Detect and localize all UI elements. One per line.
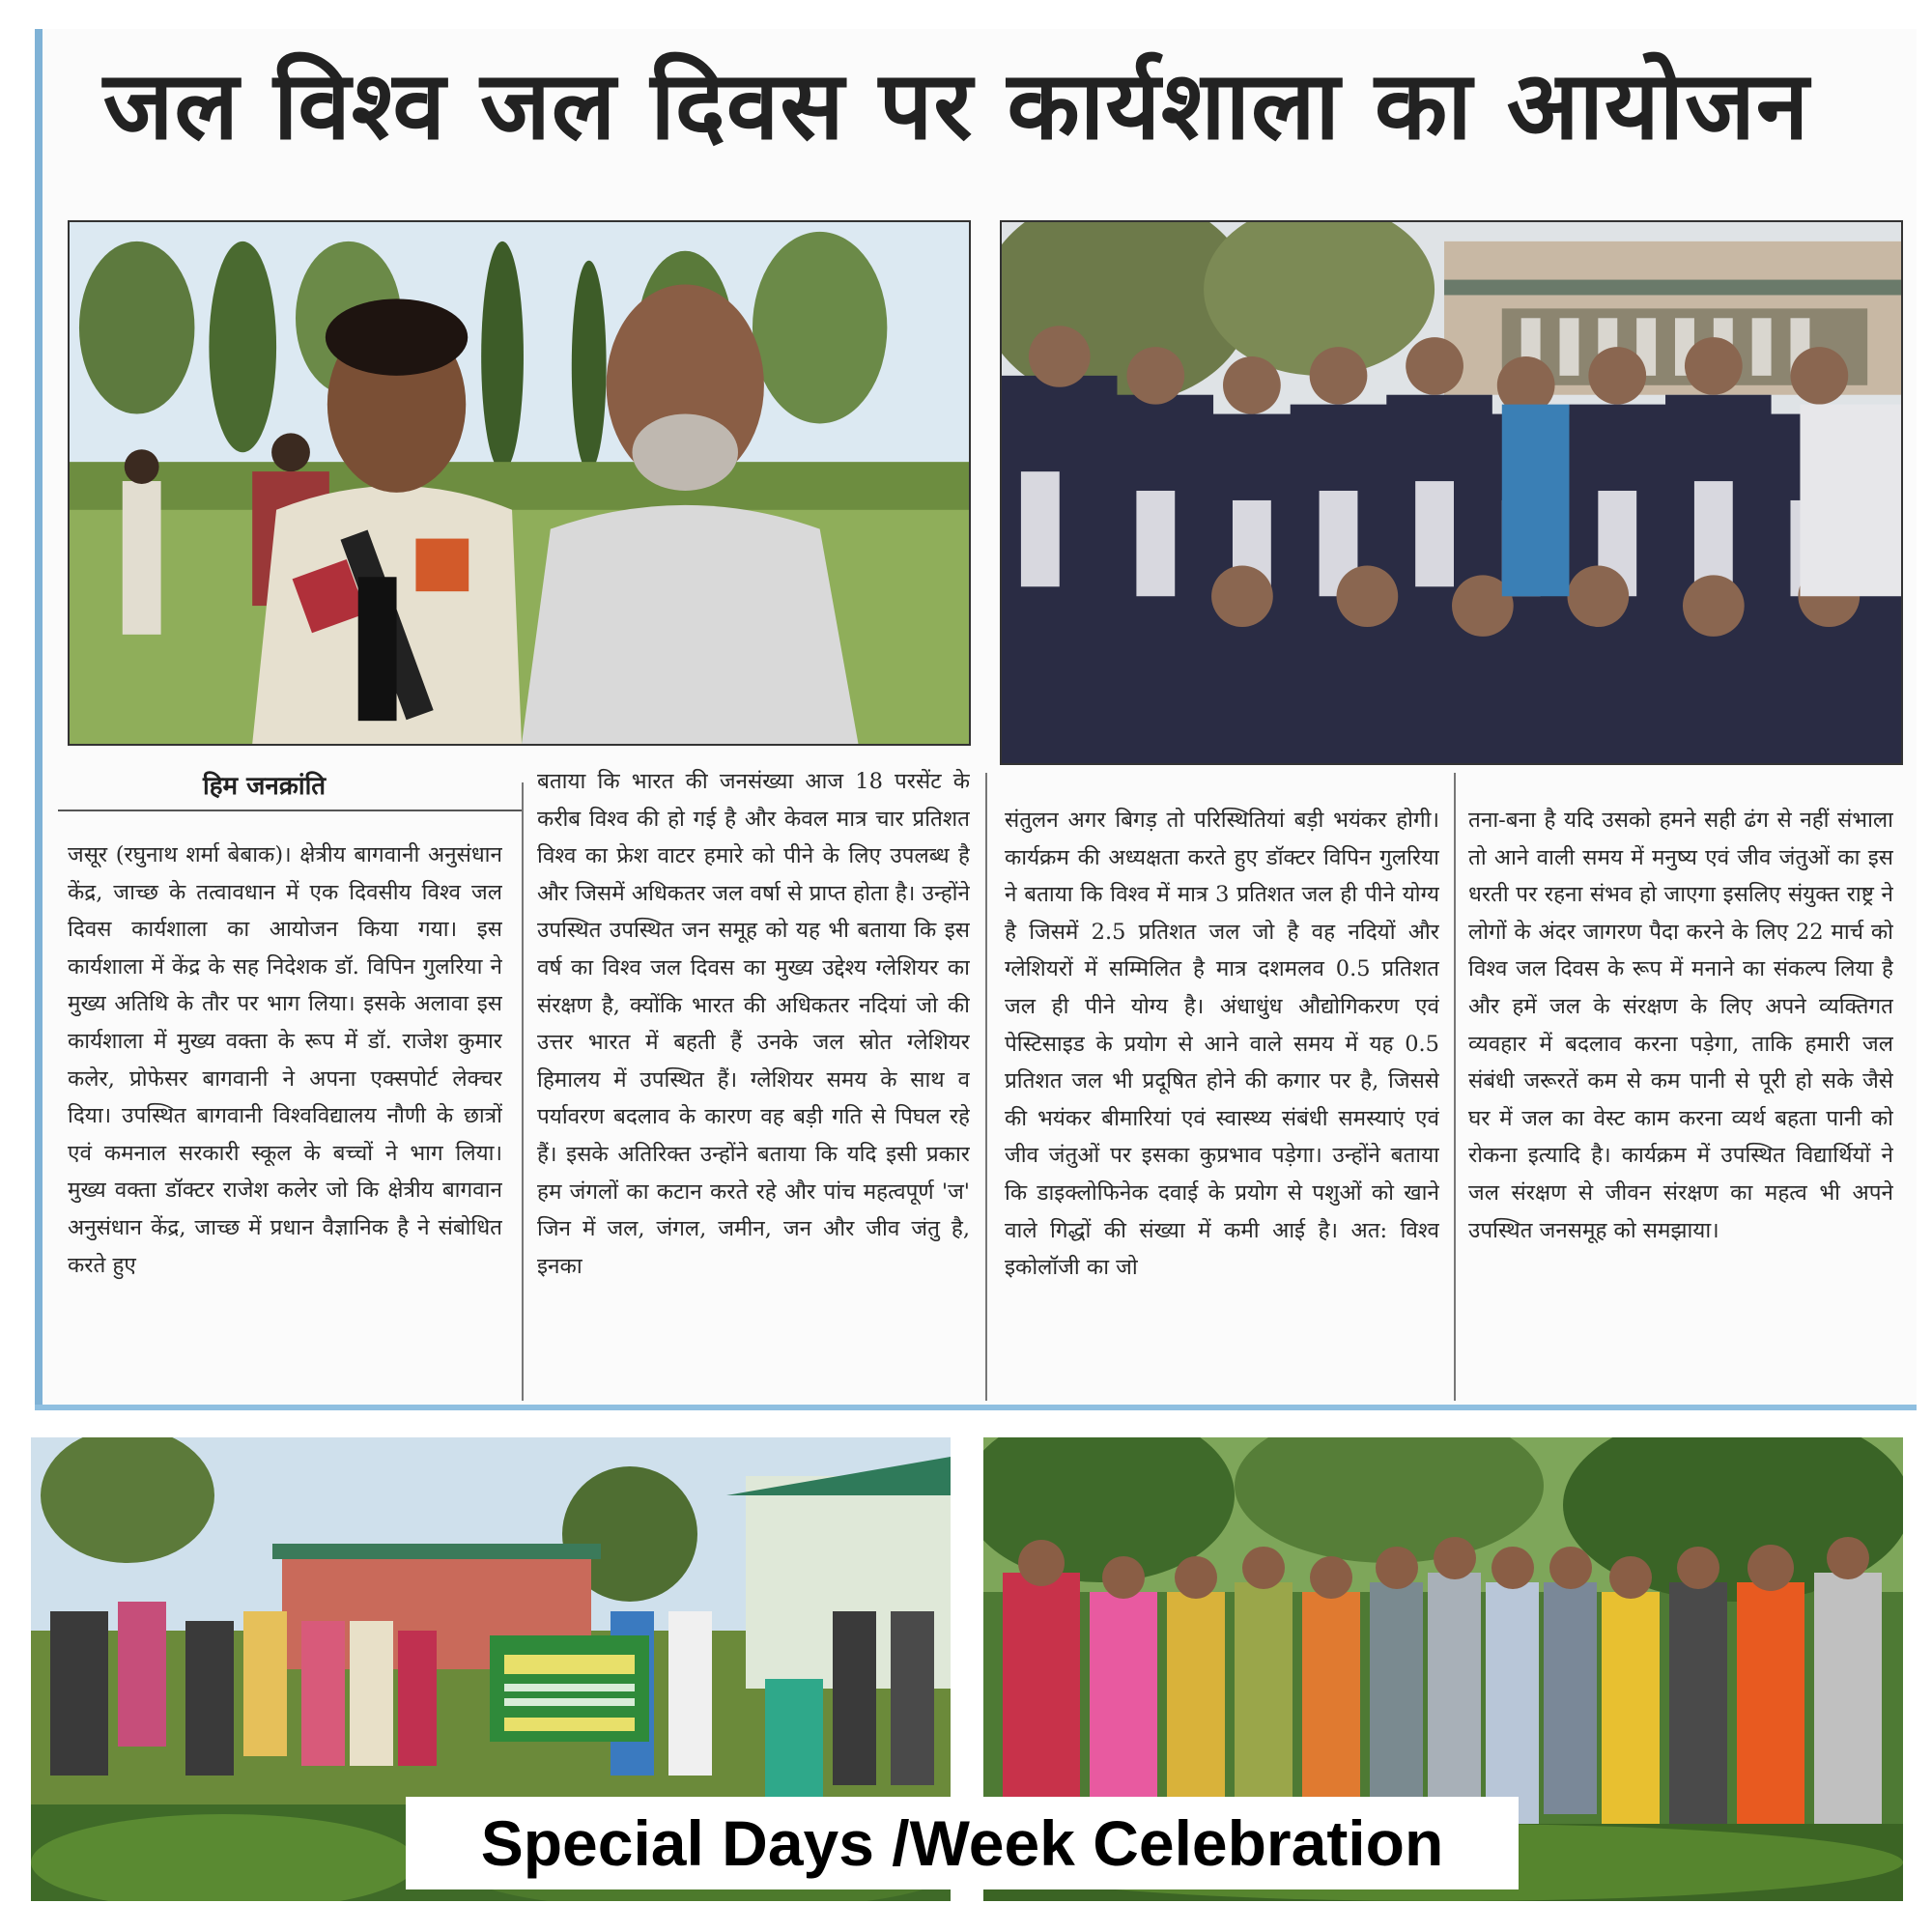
interview-photo [68, 220, 971, 746]
clipping-bottom-border [35, 1405, 1917, 1410]
column-divider [985, 773, 987, 1401]
photo-credit: हिम जनक्रांति [203, 772, 327, 801]
article-column-3: संतुलन अगर बिगड़ तो परिस्थितियां बड़ी भयंकर होगी। कार्यक्रम की अध्यक्षता करते हुए डॉक्टर विपिन गुलरिया ने बताया कि विश्व में मात्र 3 प्रतिशत जल ही पीने योग्य है जिसमें 2.5 प्रतिशत जल जो है वह नदियों और ग्लेशियरों में सम्मिलित है मात्र दशमलव 0.5 प्रतिशत जल ही पीने योग्य है। अंधाधुंध औद्योगिकरण एवं पेस्टिसाइड के प्रयोग से आने वाले समय में यह 0.5 प्रतिशत जल भी प्रदूषित होने की कगार पर है, जिससे की भयंकर बीमारियां एवं स्वास्थ्य संबंधी समस्याएं एवं जीव जंतुओं पर इसका कुप्रभाव पड़ेगा। उन्होंने बताया कि डाइक्लोफिनेक दवाई के प्रयोग से पशुओं को खाने वाले गिद्धों की संख्या में कमी आई है। अत: विश्व इकोलॉजी का जो [1005, 808, 1439, 1281]
caption-text: Special Days /Week Celebration [480, 1807, 1444, 1879]
caption-box [406, 1797, 1519, 1889]
article-column-2: बताया कि भारत की जनसंख्या आज 18 परसेंट के करीब विश्व की हो गई है और केवल मात्र चार प्रतिशत विश्व का फ्रेश वाटर हमारे को पीने के लिए उपलब्ध है और जिसमें अधिकतर जल वर्षा से प्राप्त होता है। उन्होंने उपस्थित उपस्थित जन समूह को यह भी बताया कि इस वर्ष का विश्व जल दिवस का मुख्य उद्देश्य ग्लेशियर का संरक्षण है, क्योंकि भारत की अधिकतर नदियां जो की उत्तर भारत में बहती हैं उनके जल स्रोत ग्लेशियर हिमालय में उपस्थित हैं। ग्लेशियर समय के साथ व पर्यावरण बदलाव के कारण वह बड़ी गति से पिघल रहे हैं। इसके अतिरिक्त उन्होंने बताया कि यदि इसी प्रकार हम जंगलों का कटान करते रहे और पांच महत्वपूर्ण 'ज' जिन में जल, जंगल, जमीन, जन और जीव जंतु है, इनका [537, 769, 970, 1279]
article-column-1: जसूर (रघुनाथ शर्मा बेबाक)। क्षेत्रीय बागवानी अनुसंधान केंद्र, जाच्छ के तत्वावधान में एक दिवसीय विश्व जल दिवस कार्यशाला का आयोजन किया गया। इस कार्यशाला में केंद्र के सह निदेशक डॉ. विपिन गुलरिया ने मुख्य अतिथि के तौर पर भाग लिया। इसके अलावा इस कार्यशाला में मुख्य वक्ता के रूप में डॉ. राजेश कुमार कलेर, प्रोफेसर बागवानी ने अपना एक्सपोर्ट लेक्चर दिया। उपस्थित बागवानी विश्वविद्यालय नौणी के छात्रों एवं कमनाल सरकारी स्कूल के बच्चों ने भाग लिया। मुख्य वक्ता डॉक्टर राजेश कलेर जो कि क्षेत्रीय बागवान अनुसंधान केंद्र, जाच्छ में प्रधान वैज्ञानिक है ने संबोधित करते हुए [68, 842, 502, 1278]
article-column-4: तना-बना है यदि उसको हमने सही ढंग से नहीं संभाला तो आने वाली समय में मनुष्य एवं जीव जंतुओं का इस धरती पर रहना संभव हो जाएगा इसलिए संयुक्त राष्ट्र ने लोगों के अंदर जागरण पैदा करने के लिए 22 मार्च को विश्व जल दिवस के रूप में मनाने का संकल्प लिया है और हमें जल के संरक्षण के लिए अपने व्यक्तिगत व्यवहार में बदलाव करना पड़ेगा, ताकि हमारी जल संबंधी जरूरतें कम से कम पानी से पूरी हो सके जैसे घर में जल का वेस्ट काम करना व्यर्थ बहता पानी को रोकना इत्यादि है। कार्यक्रम में उपस्थित विद्यार्थियों ने जल संरक्षण से जीवन संरक्षण का महत्व भी अपने उपस्थित जनसमूह को समझाया। [1468, 808, 1893, 1243]
students-group-photo [1000, 220, 1903, 765]
column-divider [522, 782, 524, 1401]
credit-divider [58, 810, 522, 811]
headline: जल विश्व जल दिवस पर कार्यशाला का आयोजन [102, 51, 1810, 161]
column-divider [1454, 773, 1456, 1401]
